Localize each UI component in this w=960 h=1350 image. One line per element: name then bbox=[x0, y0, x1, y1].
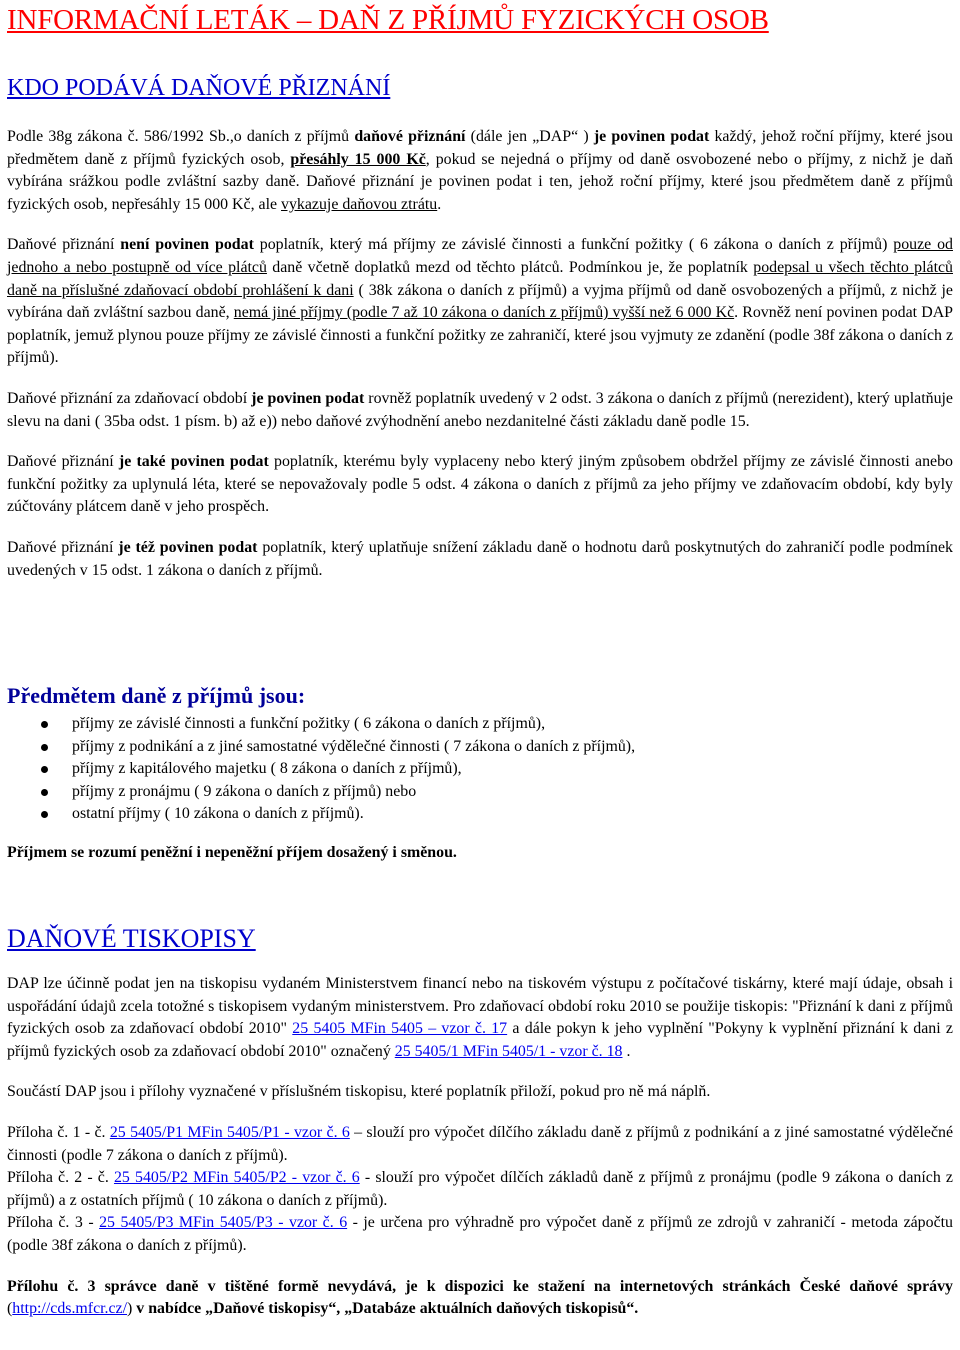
cds-website-link[interactable]: http://cds.mfcr.cz/ bbox=[12, 1300, 128, 1318]
list-item bbox=[7, 803, 953, 826]
list-item-text: příjmy z kapitálového majetku ( 8 zákona o daních z příjmů), bbox=[72, 760, 462, 778]
text: Daňové přiznání bbox=[7, 538, 119, 556]
text: rovněž poplatník uvedený v 2 odst. 3 zákona o daních z příjmů (nerezident), který uplatňuje slevu na dani ( 35ba odst. 1 písm. b) až e)) nebo daňové zvýhodnění anebo nezdanitelné části základu daně podle 15. bbox=[7, 389, 953, 430]
list-item-text: příjmy z podnikání a z jiné samostatné výdělečné činnosti ( 7 zákona o daních z příjmů), bbox=[72, 737, 636, 755]
text-bold: Přílohu č. 3 správce daně v tištěné formě nevydává, je k dispozici ke stažení na internetových stránkách České daňové správy bbox=[7, 1277, 953, 1295]
list-item bbox=[7, 713, 953, 736]
paragraph-forms bbox=[7, 973, 953, 1063]
text: Příloha č. 1 - č. bbox=[7, 1123, 110, 1141]
list-item bbox=[7, 758, 953, 781]
section-heading-tax-forms: DAŇOVÉ TISKOPISY bbox=[7, 924, 256, 953]
bullet-icon bbox=[41, 721, 48, 728]
text: ( bbox=[7, 1300, 13, 1318]
text: poplatník, kterému byly vyplaceny nebo který jiným způsobem obdržel příjmy ze závislé činnosti anebo funkční požitky za uplynulá léta, které se nepovažovaly podle 5 odst. 4 zákona o daních z příjmů za jeho příjmy ve zdaňovacím období, kdy byly zúčtovány plátcem daně v jeho prospěch. bbox=[7, 453, 953, 516]
text-bold-underlined: přesáhly 15 000 Kč bbox=[290, 150, 426, 168]
paragraph-donations bbox=[7, 537, 953, 582]
text: a dále pokyn k jeho vyplnění "Pokyny k vyplnění přiznání k dani z příjmů fyzických osob za zdaňovací období 2010" označený bbox=[7, 1020, 953, 1060]
attachment-2-link[interactable]: 25 5405/P2 MFin 5405/P2 - vzor č. 6 bbox=[113, 1169, 360, 1187]
attachment-2 bbox=[7, 1167, 953, 1212]
text: ) bbox=[127, 1300, 137, 1318]
text: - je určena pro výhradně pro výpočet daně z příjmů ze zdrojů v zahraničí - metoda zápočtu (podle 38f zákona o daních z příjmů). bbox=[7, 1214, 953, 1254]
subject-heading: Předmětem daně z příjmů jsou: bbox=[7, 683, 306, 708]
bullet-icon bbox=[41, 766, 48, 773]
text: poplatník, který má příjmy ze závislé činnosti a funkční požitky ( 6 zákona o daních z příjmů) bbox=[253, 236, 894, 254]
text: . bbox=[437, 195, 442, 213]
bullet-icon bbox=[41, 811, 48, 818]
subject-list bbox=[7, 713, 953, 826]
attachment-1-link[interactable]: 25 5405/P1 MFin 5405/P1 - vzor č. 6 bbox=[109, 1123, 350, 1141]
text: každý, jehož roční příjmy, které jsou předmětem daně z příjmů fyzických osob, bbox=[7, 128, 953, 168]
text: Daňové přiznání bbox=[7, 453, 119, 471]
subject-section bbox=[7, 683, 953, 865]
instructions-link-vzor-18[interactable]: 25 5405/1 MFin 5405/1 - vzor č. 18 bbox=[394, 1042, 623, 1060]
paragraph-past-years bbox=[7, 451, 953, 519]
list-item bbox=[7, 781, 953, 804]
text-underlined: podepsal u všech těchto plátců daně na příslušné zdaňovací období prohlášení k dani bbox=[7, 258, 953, 299]
text: . Rovněž není povinen podat DAP poplatník, jemuž plynou pouze příjmy ze závislé činnosti a funkční požitky ze zahraničí, které jsou vyjmuty ze zdanění (podle 38f zákona o daních z příjmů). bbox=[7, 304, 954, 367]
text: - slouží pro výpočet dílčích základů daně z příjmů z pronájmu (podle 9 zákona o daních z příjmů) a z ostatních příjmů ( 10 zákona o daních z příjmů). bbox=[7, 1169, 953, 1209]
text: (dále jen „DAP“ ) bbox=[465, 128, 594, 145]
form-link-vzor-17[interactable]: 25 5405 MFin 5405 – vzor č. 17 bbox=[292, 1020, 508, 1038]
text-bold: v nabídce „Daňové tiskopisy“, „Databáze aktuálních daňových tiskopisů“. bbox=[136, 1300, 639, 1318]
text-bold: je povinen podat bbox=[251, 389, 365, 407]
text-bold: je povinen podat bbox=[593, 128, 710, 145]
paragraph-obligation bbox=[7, 126, 953, 216]
paragraph-nonresident bbox=[7, 388, 953, 433]
text: DAP lze účinně podat jen na tiskopisu vydaném Ministerstvem financí nebo na tiskovém výstupu z počítačové tiskárny, které mají údaje, obsah i uspořádání údajů zcela totožné s tiskopisem vydaným ministerstvem. Pro zdaňovací období roku 2010 se použije tiskopis: "Přiznání k dani z příjmů fyzických osob za zdaňovací období 2010" bbox=[7, 975, 953, 1038]
text: – slouží pro výpočet dílčího základu daně z příjmů z podnikání a z jiné samostatné výdělečné činnosti (podle 7 zákona o daních z příjmů). bbox=[7, 1123, 953, 1164]
bullet-icon bbox=[41, 789, 48, 796]
document-title: INFORMAČNÍ LETÁK – DAŇ Z PŘÍJMŮ FYZICKÝCH OSOB bbox=[7, 4, 769, 36]
list-item-text: ostatní příjmy ( 10 zákona o daních z příjmů). bbox=[72, 805, 364, 823]
list-item bbox=[7, 736, 953, 759]
text: . bbox=[622, 1042, 631, 1060]
section-heading-who-files: KDO PODÁVÁ DAŇOVÉ PŘIZNÁNÍ bbox=[7, 75, 391, 101]
text: poplatník, který uplatňuje snížení základu daně o hodnotu darů poskytnutých do zahraničí podle podmínek uvedených v 15 odst. 1 zákona o daních z příjmů. bbox=[7, 538, 954, 579]
attachment-1 bbox=[7, 1122, 953, 1167]
paragraph-exemption bbox=[7, 234, 953, 370]
text-bold: je též povinen podat bbox=[118, 538, 258, 556]
text-bold: není povinen podat bbox=[120, 236, 254, 254]
paragraph-download-note bbox=[7, 1276, 953, 1321]
text: , pokud se nejedná o příjmy od daně osvobozené nebo o příjmy, z nichž je daň vybírána srážkou podle zvláštní sazby daně. Daňové přiznání je povinen podat i ten, jehož roční příjmy, které jsou předmětem daně z příjmů fyzických osob, nepřesáhly 15 000 Kč, ale bbox=[7, 150, 953, 213]
text-bold: daňové přiznání bbox=[354, 128, 466, 145]
text: Příloha č. 2 - č. bbox=[7, 1169, 114, 1187]
text-underlined: pouze od jednoho a nebo postupně od více plátců bbox=[7, 236, 953, 276]
text-underlined: vykazuje daňovou ztrátu bbox=[281, 195, 438, 213]
text-underlined: nemá jiné příjmy (podle 7 až 10 zákona o daních z příjmů) vyšší než 6 000 Kč bbox=[233, 304, 735, 322]
list-item-text: příjmy ze závislé činnosti a funkční požitky ( 6 zákona o daních z příjmů), bbox=[72, 715, 546, 732]
attachment-3 bbox=[7, 1212, 953, 1257]
attachment-3-link[interactable]: 25 5405/P3 MFin 5405/P3 - vzor č. 6 bbox=[99, 1214, 348, 1232]
paragraph-attachments: Součástí DAP jsou i přílohy vyznačené v příslušném tiskopisu, které poplatník přiloží, pokud pro ně má náplň. bbox=[7, 1083, 711, 1101]
list-item-text: příjmy z pronájmu ( 9 zákona o daních z příjmů) nebo bbox=[72, 782, 417, 800]
text: Daňové přiznání za zdaňovací období bbox=[7, 389, 252, 407]
text: ( 38k zákona o daních z příjmů) a vyjma příjmů od daně osvobozených a příjmů, z nichž je vybírána daň zvláštní sazbou daně, bbox=[7, 281, 953, 322]
bullet-icon bbox=[41, 744, 48, 751]
text: daně včetně doplatků mezd od těchto plátců. Podmínkou je, že poplatník bbox=[266, 258, 754, 276]
text: Podle 38g zákona č. 586/1992 Sb.,o daních z příjmů bbox=[7, 128, 355, 145]
who-files-section bbox=[7, 126, 953, 582]
income-definition-note: Příjmem se rozumí peněžní i nepeněžní příjem dosažený i směnou. bbox=[7, 843, 457, 861]
text: Příloha č. 3 - bbox=[7, 1214, 100, 1232]
text: Daňové přiznání bbox=[7, 236, 121, 254]
tax-forms-section bbox=[7, 973, 953, 1321]
text-bold: je také povinen podat bbox=[118, 453, 269, 471]
